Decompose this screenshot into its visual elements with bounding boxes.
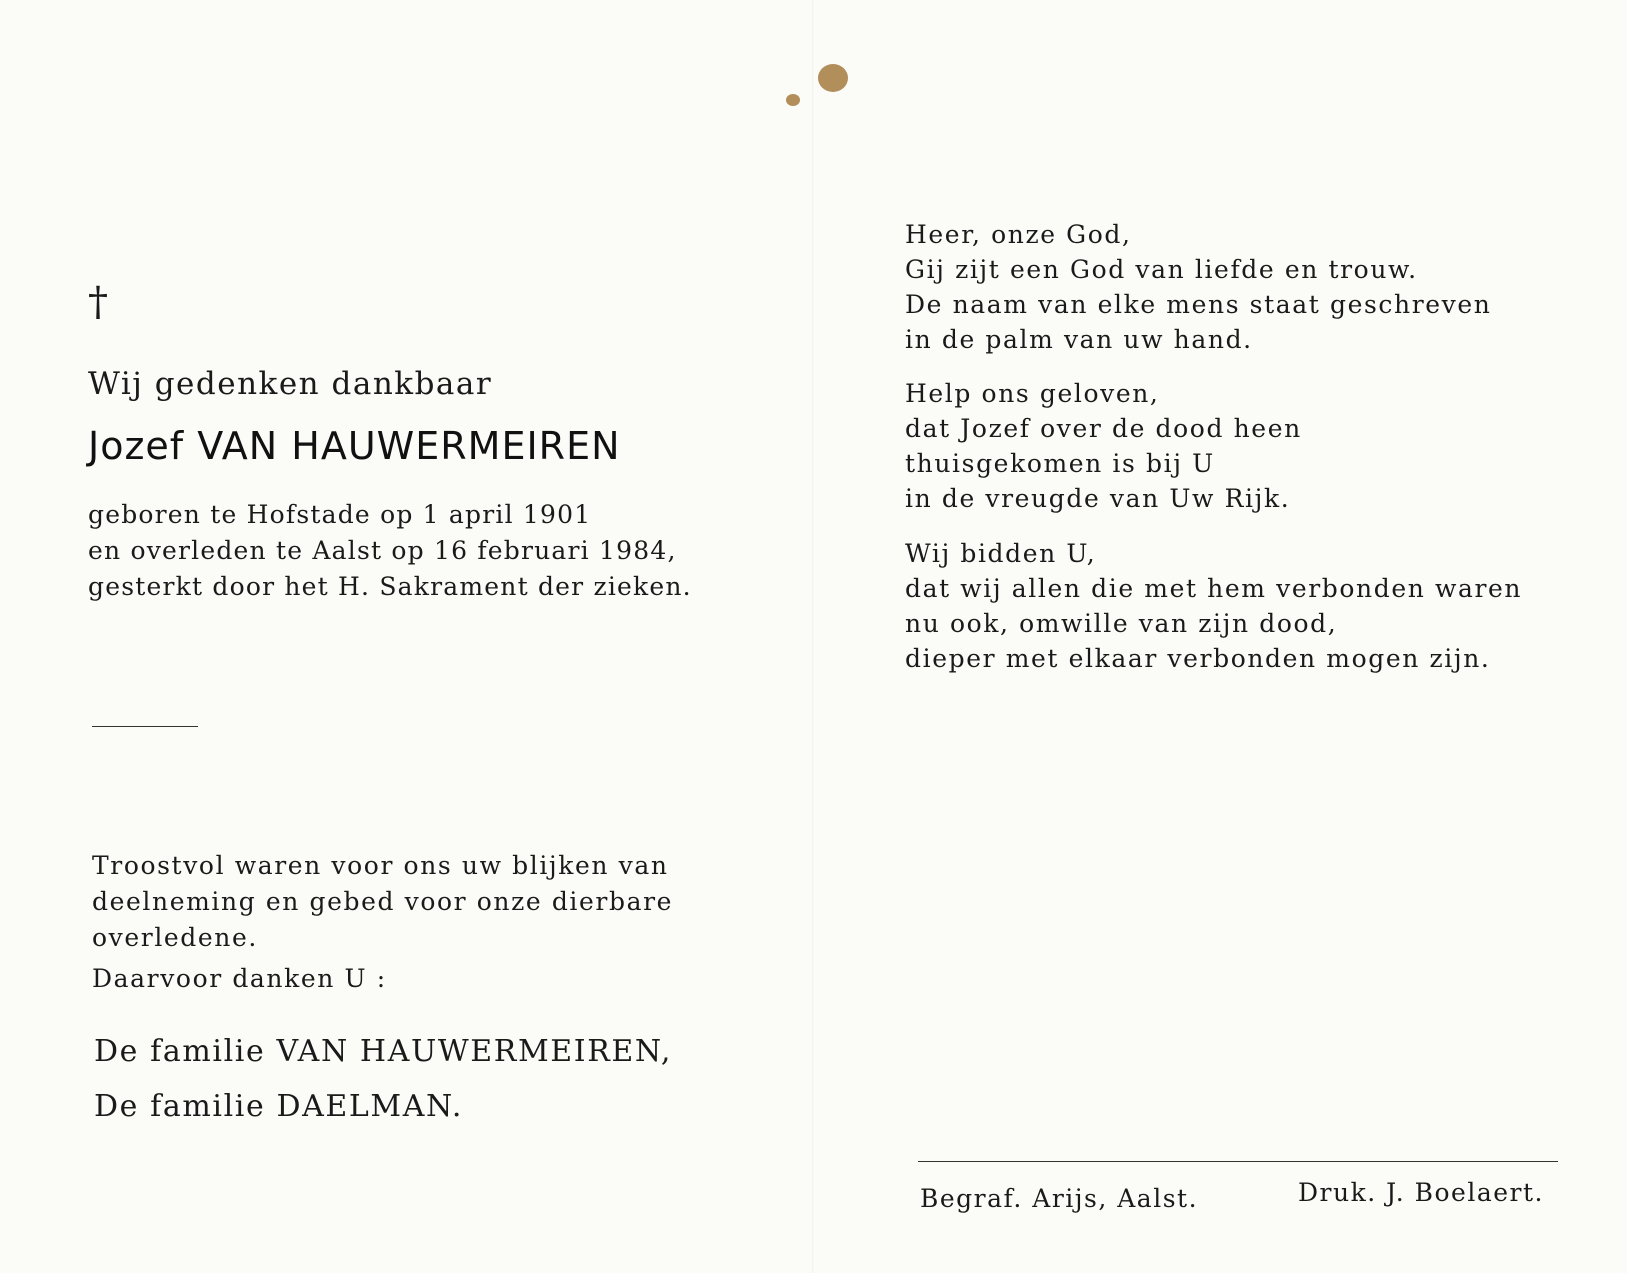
thanks-text: [92, 848, 673, 956]
thanks-line: overledene.: [92, 923, 258, 952]
prayer-stanza: [905, 536, 1522, 676]
prayer-line: Heer, onze God,: [905, 220, 1132, 249]
prayer-line: in de palm van uw hand.: [905, 325, 1253, 354]
thanks-line: Troostvol waren voor ons uw blijken van: [92, 851, 669, 880]
intro-text: Wij gedenken dankbaar: [88, 366, 493, 402]
undertaker-credit: Begraf. Arijs, Aalst.: [920, 1184, 1199, 1213]
prayer-line: in de vreugde van Uw Rijk.: [905, 484, 1291, 513]
family-line: De familie DAELMAN.: [94, 1089, 464, 1124]
prayer-stanza: [905, 376, 1302, 516]
prayer-line: nu ook, omwille van zijn dood,: [905, 609, 1338, 638]
card-fold: [812, 0, 814, 1273]
prayer-line: Wij bidden U,: [905, 539, 1097, 568]
thanks-line: deelneming en gebed voor onze dierbare: [92, 887, 674, 916]
prayer-stanza: [905, 217, 1491, 357]
prayer-line: dat Jozef over de dood heen: [905, 414, 1302, 443]
family-line: De familie VAN HAUWERMEIREN,: [94, 1034, 672, 1069]
thanks-sign: Daarvoor danken U :: [92, 964, 387, 993]
prayer-line: De naam van elke mens staat geschreven: [905, 290, 1492, 319]
prayer-line: thuisgekomen is bij U: [905, 449, 1215, 478]
family-names: [94, 1024, 672, 1134]
paper-stain: [786, 94, 800, 106]
prayer-line: Gij zijt een God van liefde en trouw.: [905, 255, 1418, 284]
paper-stain: [818, 64, 848, 92]
date-line: en overleden te Aalst op 16 februari 1984,: [88, 536, 677, 565]
prayer-line: dieper met elkaar verbonden mogen zijn.: [905, 644, 1491, 673]
cross-icon: †: [88, 279, 108, 325]
date-line: gesterkt door het H. Sakrament der zieken.: [88, 572, 692, 601]
life-dates: [88, 497, 692, 605]
prayer-line: dat wij allen die met hem verbonden waren: [905, 574, 1523, 603]
footer-divider: [918, 1161, 1558, 1162]
deceased-name: Jozef VAN HAUWERMEIREN: [88, 424, 621, 468]
prayer-line: Help ons geloven,: [905, 379, 1160, 408]
printer-credit: Druk. J. Boelaert.: [1298, 1178, 1544, 1207]
divider: [92, 726, 198, 727]
date-line: geboren te Hofstade op 1 april 1901: [88, 500, 592, 529]
